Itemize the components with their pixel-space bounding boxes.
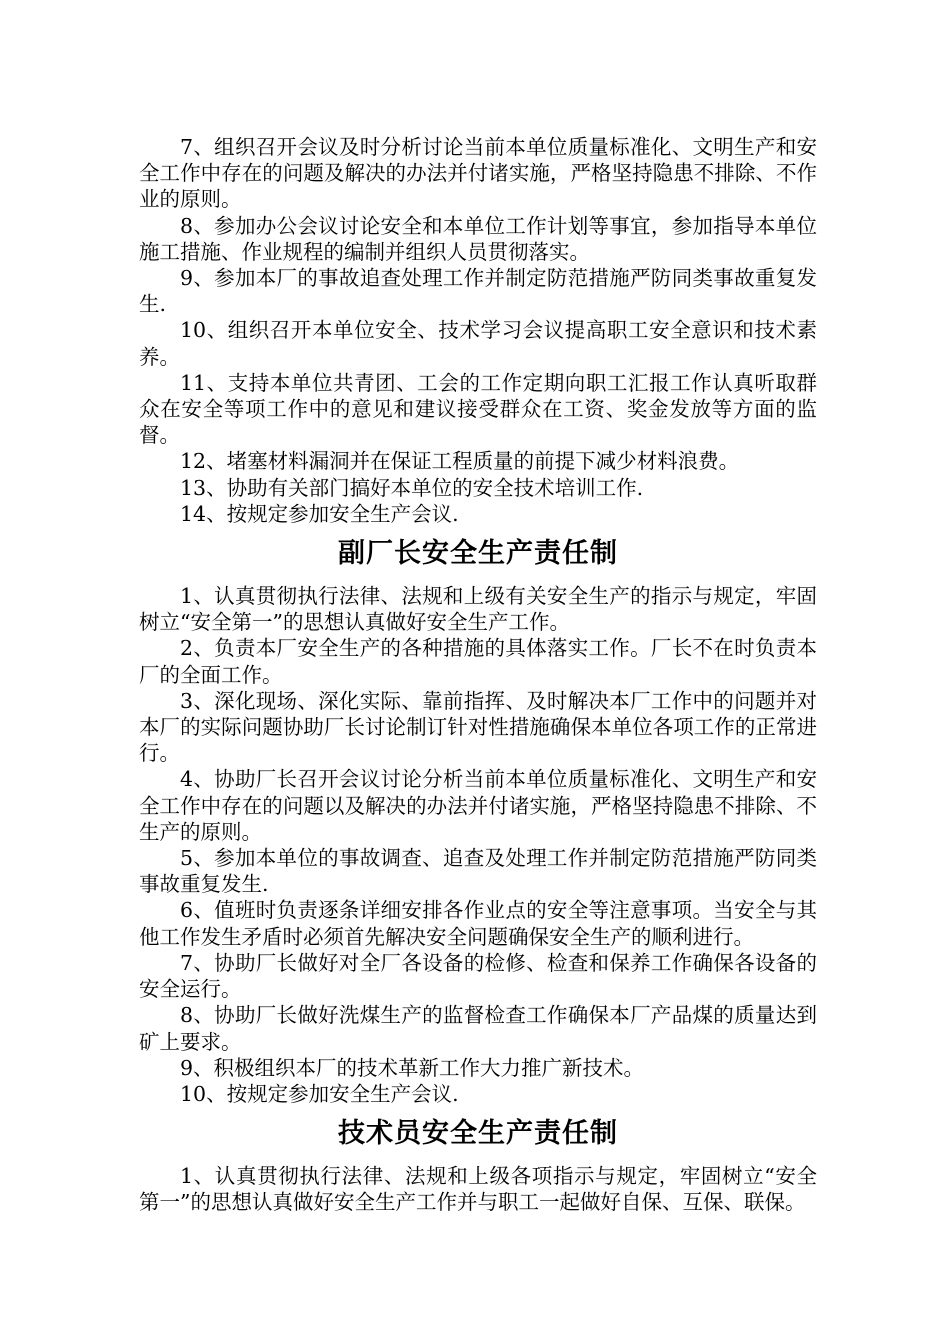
- paragraph: 11、支持本单位共青团、工会的工作定期向职工汇报工作认真听取群众在安全等项工作中的意见和建议接受群众在工资、奖金发放等方面的监督。: [139, 370, 817, 448]
- paragraph: 6、值班时负责逐条详细安排各作业点的安全等注意事项。当安全与其他工作发生矛盾时必须首先解决安全问题确保安全生产的顺利进行。: [139, 898, 817, 949]
- paragraph: 5、参加本单位的事故调查、追查及处理工作并制定防范措施严防同类事故重复发生.: [139, 846, 817, 897]
- paragraph: 9、积极组织本厂的技术革新工作大力推广新技术。: [180, 1055, 645, 1080]
- paragraph: 1、认真贯彻执行法律、法规和上级有关安全生产的指示与规定，牢固树立“安全第一”的思想认真做好安全生产工作。: [139, 584, 817, 635]
- paragraph: 10、组织召开本单位安全、技术学习会议提高职工安全意识和技术素养。: [139, 318, 817, 369]
- paragraph: 12、堵塞材料漏洞并在保证工程质量的前提下减少材料浪费。: [180, 449, 740, 474]
- paragraph: 13、协助有关部门搞好本单位的安全技术培训工作.: [180, 475, 644, 500]
- section-title: 副厂长安全生产责任制: [338, 538, 618, 570]
- paragraph: 8、参加办公会议讨论安全和本单位工作计划等事宜，参加指导本单位施工措施、作业规程的编制并组织人员贯彻落实。: [139, 213, 817, 264]
- paragraph: 1、认真贯彻执行法律、法规和上级各项指示与规定，牢固树立“安全第一”的思想认真做好安全生产工作并与职工一起做好自保、互保、联保。: [139, 1164, 817, 1215]
- section-deputy-director: [139, 531, 817, 1107]
- paragraph: 14、按规定参加安全生产会议.: [180, 501, 459, 526]
- document-page: [139, 134, 817, 1216]
- section-title: 技术员安全生产责任制: [338, 1118, 618, 1150]
- paragraph: 7、协助厂长做好对全厂各设备的检修、检查和保养工作确保各设备的安全运行。: [139, 950, 817, 1002]
- paragraph: 3、深化现场、深化实际、靠前指挥、及时解决本厂工作中的问题并对本厂的实际问题协助厂长讨论制订针对性措施确保本单位各项工作的正常进行。: [139, 688, 817, 766]
- paragraph: 8、协助厂长做好洗煤生产的监督检查工作确保本厂产品煤的质量达到矿上要求。: [139, 1003, 817, 1054]
- paragraph: 9、参加本厂的事故追查处理工作并制定防范措施严防同类事故重复发生.: [139, 266, 817, 317]
- paragraph: 2、负责本厂安全生产的各种措施的具体落实工作。厂长不在时负责本厂的全面工作。: [139, 636, 817, 687]
- paragraph: 10、按规定参加安全生产会议.: [180, 1081, 459, 1106]
- paragraph: 7、组织召开会议及时分析讨论当前本单位质量标准化、文明生产和安全工作中存在的问题及解决的办法并付诸实施，严格坚持隐患不排除、不作业的原则。: [139, 135, 817, 212]
- paragraph: 4、协助厂长召开会议讨论分析当前本单位质量标准化、文明生产和安全工作中存在的问题以及解决的办法并付诸实施，严格坚持隐患不排除、不生产的原则。: [139, 767, 817, 844]
- section-technician: [139, 1111, 817, 1215]
- section-continued-duties: [139, 134, 817, 527]
